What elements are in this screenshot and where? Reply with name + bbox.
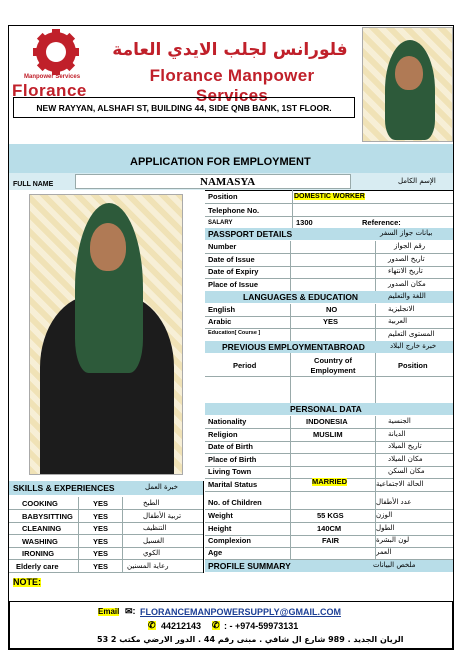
column-divider [290,304,291,341]
personal-row-label-ar: عدد الأطفال [376,498,412,506]
personal-row-label-ar: مكان السكن [388,467,425,475]
telephone-label: Telephone No. [208,206,260,215]
row-divider [9,534,203,535]
employment-col-country: Country of Employment [310,356,356,375]
full-name-label: FULL NAME [13,181,54,188]
personal-row-value: MARRIED [312,477,347,486]
salary-label: SALARY [208,220,233,226]
personal-row-label: Living Town [208,467,252,476]
passport-row-label-ar: مكان الصدور [388,279,426,288]
skill-row-label-ar: رعاية المسنين [127,562,169,570]
personal-row-label-ar: الطول [376,524,395,532]
personal-row-label-ar: العمر [376,548,392,556]
row-divider [9,522,203,523]
row-divider [9,547,203,548]
language-row-label: English [208,305,236,314]
employment-col-period: Period [233,361,257,370]
skill-row-value: YES [93,524,109,533]
logo-subtitle: Manpower Services [24,74,81,80]
personal-row-label: No. of Children [208,498,262,507]
skill-row-label: WASHING [22,537,58,546]
passport-row-label: Date of Expiry [208,267,259,276]
logo-wordmark: Florance [12,81,87,100]
passport-row-label-ar: تاريخ الانتهاء [388,267,423,275]
phone-icon: ✆ [148,620,156,630]
languages-title-ar: اللغة والتعليم [388,292,426,300]
skill-row-label-ar: الغسيل [143,537,165,545]
personal-row-value: 140CM [317,524,342,533]
personal-row-label: Nationality [208,417,247,426]
personal-row-value: FAIR [322,536,340,545]
skill-row-label-ar: الكوي [143,549,161,557]
personal-row-label: Height [208,524,232,533]
personal-row-label: Weight [208,511,233,520]
row-divider [205,278,453,279]
row-divider [205,509,453,510]
row-divider [205,453,453,454]
skill-row-value: YES [93,499,109,508]
profile-summary-label: PROFILE SUMMARY [208,561,291,571]
salary-value: 1300 [296,218,313,227]
personal-row-label: Religion [208,430,238,439]
language-row-value: NO [326,305,338,314]
employment-title-ar: خبرة خارج البلاد [390,342,437,350]
footer-address-ar: 53 الريان الجديد . 989 شارع ال شافي . مبنى رقم 44 . الدور الارضي مكتب 2 [97,635,404,644]
language-row-label-ar: المستوى التعليم [388,329,435,338]
skill-row-label: Elderly care [16,562,59,571]
brand-name-arabic: فلورانس لجلب الايدي العامة [112,40,348,60]
skill-row-value: YES [93,537,109,546]
personal-row-label-ar: مكان الميلاد [388,455,423,463]
skill-row-label-ar: تربية الأطفال [143,512,182,520]
skill-row-label: CLEANING [22,524,62,533]
employment-col-position: Position [398,361,428,370]
full-name-label-ar: الإسم الكامل [398,177,436,185]
column-divider [375,241,376,291]
email-label: Email [98,607,120,616]
personal-row-label-ar: الديانة [388,430,406,438]
personal-row-label-ar: الوزن [376,511,393,519]
skill-row-label: COOKING [22,499,58,508]
language-row-label-ar: الانجليزية [388,305,415,313]
row-divider [205,253,453,254]
column-divider [375,416,376,560]
column-divider [290,241,291,291]
personal-row-label: Age [208,548,223,557]
footer-phone-1: 44212143 [161,621,202,631]
company-address: NEW RAYYAN, ALSHAFI ST, BUILDING 44, SIDE QNB BANK, 1ST FLOOR. [13,97,355,118]
full-name-value: NAMASYA [200,176,256,188]
brand-name-english: Florance Manpower Services [149,66,315,105]
skill-row-label-ar: الطبخ [143,499,160,507]
personal-row-label: Place of Birth [208,455,257,464]
position-label: Position [208,192,238,201]
envelope-icon: ✉: [125,606,136,616]
language-row-label-ar: العربية [388,317,408,326]
skill-row-label-ar: التنظيف [143,524,167,532]
company-logo [10,30,120,100]
skill-row-value: YES [93,549,109,558]
footer-email[interactable]: FLORANCEMANPOWERSUPPLY@GMAIL.COM [140,607,341,617]
languages-title: LANGUAGES & EDUCATION [243,292,359,302]
note-label: NOTE: [13,577,41,587]
personal-row-label-ar: لون البشرة [376,536,410,544]
passport-row-label: Date of Issue [208,254,255,264]
skill-row-value: YES [93,512,109,521]
row-divider [205,491,453,492]
mobile-icon: ✆ [212,620,220,630]
personal-row-label-ar: الحالة الاجتماعية [376,480,424,488]
personal-row-label: Marital Status [208,480,258,489]
skill-row-label: IRONING [22,549,55,558]
language-row-value: YES [323,317,339,327]
row-divider [9,572,203,573]
passport-title-ar: بيانات جواز السفر [380,229,433,237]
column-divider [375,304,376,341]
personal-row-value: INDONESIA [306,417,348,426]
passport-title: PASSPORT DETAILS [208,229,293,239]
skills-title-ar: خبرة العمل [145,483,178,491]
passport-row-label: Place of Issue [208,279,259,289]
skill-row-value: YES [93,562,109,571]
personal-row-value: MUSLIM [313,430,343,439]
column-divider [78,497,79,573]
column-divider [203,481,204,573]
applicant-photo-large [29,194,183,475]
page-title: APPLICATION FOR EMPLOYMENT [130,156,311,168]
column-divider [122,497,123,573]
passport-row-label-ar: تاريخ الصدور [388,254,425,263]
row-divider [205,428,453,429]
personal-row-label-ar: تاريخ الميلاد [388,442,422,450]
personal-row-label: Complexion [208,536,251,545]
employment-title: PREVIOUS EMPLOYMENTABROAD [222,342,365,352]
profile-summary-label-ar: ملخص البيانات [373,561,416,569]
row-divider [9,559,203,560]
column-divider [290,416,291,560]
gear-logo-icon [36,32,76,72]
row-divider [205,522,453,523]
footer-phone-2: : - +974-59973131 [224,621,299,631]
language-row-label: Arabic [208,317,232,327]
personal-title: PERSONAL DATA [290,404,362,414]
position-value: DOMESTIC WORKER [294,193,365,200]
language-row-label: Education[ Course ] [208,329,261,336]
row-divider [205,547,453,548]
personal-row-label: Date of Birth [208,442,253,451]
passport-row-label: Number [208,242,237,251]
skills-title: SKILLS & EXPERIENCES [13,483,115,493]
personal-row-value: 55 KGS [317,511,344,520]
row-divider [9,509,203,510]
passport-row-label-ar: رقم الجواز [394,242,426,250]
reference-label: Reference: [362,218,401,227]
personal-row-label-ar: الجنسية [388,417,411,425]
applicant-portrait-small [362,27,453,142]
skill-row-label: BABYSITTING [22,512,73,521]
